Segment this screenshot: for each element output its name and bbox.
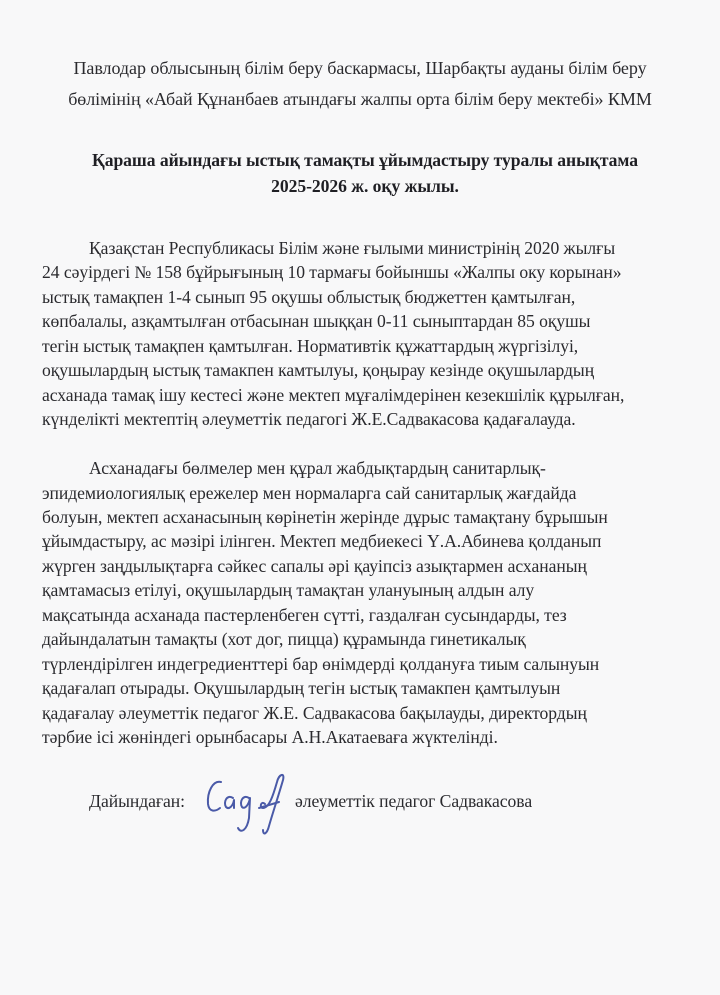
paragraph-line: мақсатында асханада пастерленбеген сүтті, газдалған сусындарды, тез — [42, 605, 567, 625]
paragraph-line: 24 сәуірдегі № 158 бұйрығының 10 тармағы бойыншы «Жалпы оку корынан» — [42, 262, 622, 282]
paragraph-line: күнделікті мектептің әлеуметтік педагогі Ж.Е.Садвакасова қадағалауда. — [42, 409, 576, 429]
signer-role: әлеуметтік педагог Садвакасова — [295, 791, 533, 811]
paragraph-line: жүрген заңдылықтарға сәйкес сапалы әрі қауіпсіз азықтармен асхананың — [42, 556, 587, 576]
paragraph-line: қадағалап отырады. Оқушылардың тегін ыстық тамакпен қамтылуын — [42, 678, 561, 698]
prepared-by-label: Дайындаған: — [89, 791, 186, 811]
paragraph-line: көпбалалы, азқамтылған отбасынан шыққан 0-11 сыныптардан 85 оқушы — [42, 311, 591, 331]
header-line-2: бөлімінің «Абай Құнанбаев атындағы жалпы орта білім беру мектебі» КММ — [68, 89, 652, 109]
paragraph-line: Асханадағы бөлмелер мен құрал жабдықтардың санитарлық- — [89, 458, 546, 478]
paragraph-line: қамтамасыз етілуі, оқушылардың тамақтан улануының алдын алу — [42, 580, 535, 600]
paragraph-line: дайындалатын тамақты (хот дог, пицца) құрамында гинетикалық — [42, 629, 526, 649]
paragraph-line: тегін ыстық тамақпен қамтылған. Нормативтік құжаттардың жүргізілуі, — [42, 336, 579, 356]
title-line-2: 2025-2026 ж. оқу жылы. — [271, 176, 459, 196]
paragraph-line: болуын, мектеп асханасының көрінетін жерінде дұрыс тамақтану бұрышын — [42, 507, 608, 527]
paragraph-line: эпидемиологиялық ережелер мен нормаларга сай санитарлық жағдайда — [42, 483, 577, 503]
header-line-1: Павлодар облысының білім беру баскармасы, Шарбақты ауданы білім беру — [73, 58, 647, 78]
paragraph-line: Қазақстан Республикасы Білім және ғылыми министрінің 2020 жылғы — [89, 238, 616, 258]
paragraph-line: оқушылардың ыстық тамакпен камтылуы, қоңырау кезінде оқушылардың — [42, 360, 595, 380]
paragraph-line: тәрбие ісі жөніндегі орынбасары А.Н.Акатаеваға жүктелінді. — [42, 727, 498, 747]
paragraph-line: асханада тамақ ішу кестесі және мектеп мұғалімдерінен кезекшілік құрылған, — [42, 385, 625, 405]
paragraph-line: түрлендірілген индегредиенттері бар өнімдерді қолдануға тиым салынуын — [42, 654, 600, 674]
title-line-1: Қараша айындағы ыстық тамақты ұйымдастыру туралы анықтама — [91, 150, 638, 170]
paragraph-line: ыстық тамақпен 1-4 сынып 95 оқушы облыстық бюджеттен қамтылған, — [42, 287, 576, 307]
paragraph-line: қадағалау әлеуметтік педагог Ж.Е. Садвакасова бақылауды, директордың — [42, 703, 587, 723]
paragraph-line: ұйымдастыру, ас мәзірі ілінген. Мектеп медбиекесі Ү.А.Абинева қолданып — [42, 531, 602, 551]
handwritten-signature — [203, 768, 293, 838]
